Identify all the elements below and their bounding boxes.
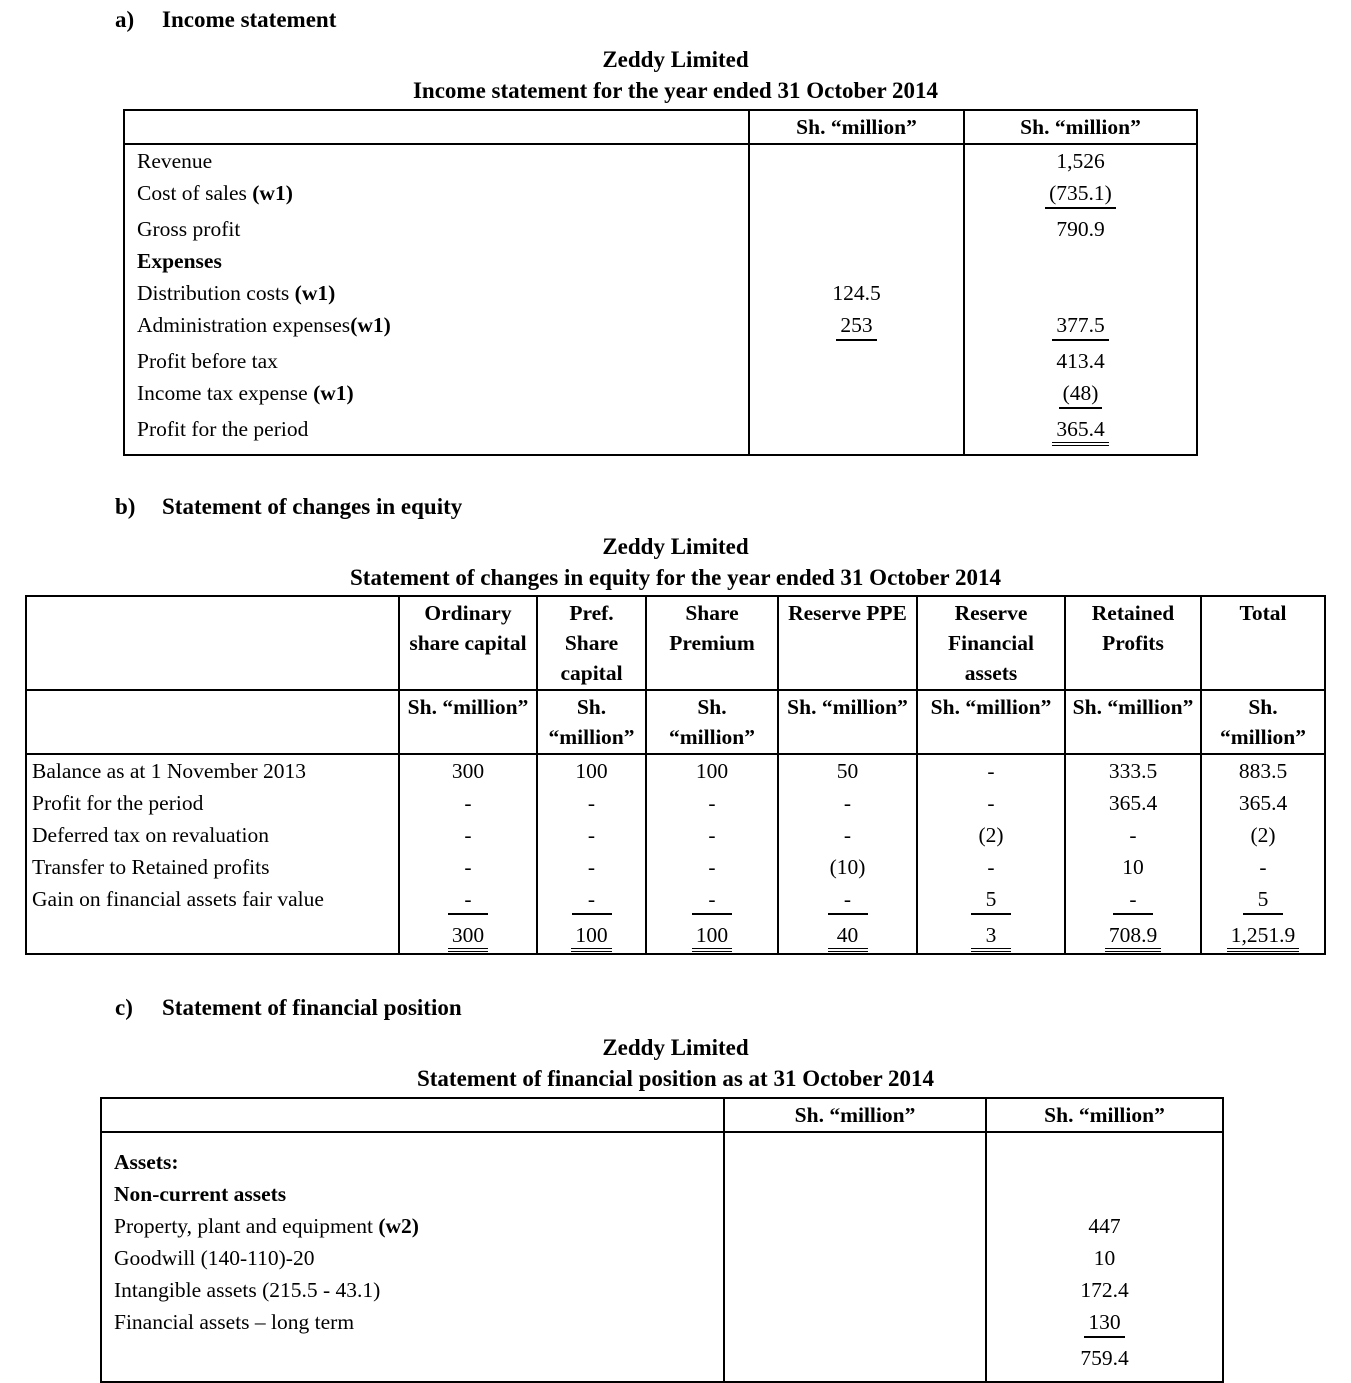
empty-header-cell	[26, 690, 399, 754]
cell: -	[778, 883, 917, 919]
table-row	[101, 1132, 1223, 1178]
table-row	[26, 754, 1325, 787]
row-label: Property, plant and equipment (w2)	[114, 1214, 419, 1238]
equity-subtitle: Statement of changes in equity for the year ended 31 October 2014	[350, 565, 1001, 590]
row-label: Profit for the period	[32, 791, 204, 815]
cell-col2: 790.9	[964, 213, 1197, 245]
equity-company-title: Zeddy Limited	[602, 534, 749, 559]
row-label: Transfer to Retained profits	[32, 855, 270, 879]
col-header-pref-share-capital: Pref. Share capital	[537, 596, 646, 690]
row-label: Administration expenses(w1)	[137, 313, 391, 337]
row-label	[101, 1342, 724, 1382]
cell: -	[1065, 819, 1201, 851]
table-row	[26, 851, 1325, 883]
section-b-marker: b)	[115, 494, 136, 519]
col1-unit-header: Sh. “million”	[724, 1098, 986, 1132]
unit-header: Sh. “million”	[917, 690, 1065, 754]
cell-col1	[724, 1342, 986, 1382]
row-label: Deferred tax on revaluation	[32, 823, 269, 847]
cell: (2)	[917, 819, 1065, 851]
section-a-marker: a)	[115, 7, 135, 32]
cell-col2	[986, 1132, 1223, 1178]
table-row	[124, 245, 1197, 277]
row-label: Gross profit	[137, 217, 241, 241]
row-label: Cost of sales (w1)	[137, 181, 293, 205]
row-label: Intangible assets (215.5 - 43.1)	[114, 1278, 381, 1302]
table-row	[124, 377, 1197, 413]
row-label: Distribution costs (w1)	[137, 281, 336, 305]
cell: 10	[1065, 851, 1201, 883]
cell-col1	[724, 1210, 986, 1242]
cell-col1	[724, 1178, 986, 1210]
cell: -	[646, 883, 778, 919]
col-header-retained-profits: Retained Profits	[1065, 596, 1201, 690]
table-row	[124, 309, 1197, 345]
cell: 300	[399, 754, 537, 787]
cell-col1	[724, 1306, 986, 1342]
row-label: Assets:	[114, 1150, 179, 1174]
cell-total: 1,251.9	[1201, 919, 1325, 954]
cell: 5	[917, 883, 1065, 919]
cell-col1	[749, 213, 964, 245]
cell: -	[646, 851, 778, 883]
table-row	[124, 144, 1197, 177]
cell: 100	[537, 754, 646, 787]
cell: 333.5	[1065, 754, 1201, 787]
col1-unit-header: Sh. “million”	[749, 110, 964, 144]
cell-col2: 413.4	[964, 345, 1197, 377]
cell-col2: (735.1)	[964, 177, 1197, 213]
section-c-heading-text: Statement of financial position	[162, 995, 462, 1020]
cell: (10)	[778, 851, 917, 883]
cell-col2: 759.4	[986, 1342, 1223, 1382]
col-header-total: Total	[1201, 596, 1325, 690]
cell: (2)	[1201, 819, 1325, 851]
row-label: Revenue	[137, 149, 213, 173]
cell-col1: 253	[749, 309, 964, 345]
income-statement-table	[123, 109, 1198, 456]
row-label	[26, 919, 399, 954]
cell-col2	[964, 277, 1197, 309]
equity-table	[25, 595, 1326, 955]
cell-col2: 172.4	[986, 1274, 1223, 1306]
cell-col2: 365.4	[964, 413, 1197, 455]
financial-position-table	[100, 1097, 1224, 1383]
table-row	[101, 1210, 1223, 1242]
cell: -	[399, 787, 537, 819]
section-c-marker: c)	[115, 995, 133, 1020]
row-label: Expenses	[137, 249, 222, 273]
table-row	[101, 1274, 1223, 1306]
table-row	[124, 345, 1197, 377]
section-a-heading	[115, 5, 1351, 35]
row-label: Non-current assets	[114, 1182, 287, 1206]
cell: -	[917, 851, 1065, 883]
cell-total: 3	[917, 919, 1065, 954]
cell: -	[917, 787, 1065, 819]
table-row	[26, 819, 1325, 851]
section-a-heading-text: Income statement	[162, 7, 337, 32]
cell: 365.4	[1201, 787, 1325, 819]
sofp-company-title: Zeddy Limited	[602, 1035, 749, 1060]
empty-header-cell	[26, 596, 399, 690]
cell: -	[778, 819, 917, 851]
section-b-heading	[115, 492, 1351, 522]
cell-col2: 447	[986, 1210, 1223, 1242]
cell: -	[399, 851, 537, 883]
unit-header: Sh. “million”	[778, 690, 917, 754]
table-row	[101, 1342, 1223, 1382]
col2-unit-header: Sh. “million”	[964, 110, 1197, 144]
sofp-subtitle: Statement of financial position as at 31 October 2014	[416, 1066, 935, 1091]
cell: -	[646, 787, 778, 819]
section-c-heading	[115, 993, 1351, 1023]
table-row-totals	[26, 919, 1325, 954]
table-row	[101, 1242, 1223, 1274]
cell: -	[1201, 851, 1325, 883]
cell: -	[646, 819, 778, 851]
cell: -	[537, 883, 646, 919]
cell-col2	[986, 1178, 1223, 1210]
row-label: Profit for the period	[137, 417, 309, 441]
cell: 883.5	[1201, 754, 1325, 787]
cell: -	[537, 787, 646, 819]
empty-header-cell	[124, 110, 749, 144]
header-row	[26, 596, 1325, 690]
cell-col1	[749, 177, 964, 213]
cell: -	[399, 883, 537, 919]
cell-col1	[749, 377, 964, 413]
col-header-share-premium: Share Premium	[646, 596, 778, 690]
col-header-reserve-financial-assets: Reserve Financial assets	[917, 596, 1065, 690]
table-row	[101, 1306, 1223, 1342]
cell: -	[537, 851, 646, 883]
cell-total: 100	[537, 919, 646, 954]
cell: -	[917, 754, 1065, 787]
col-header-reserve-ppe: Reserve PPE	[778, 596, 917, 690]
unit-header-row	[26, 690, 1325, 754]
cell-col2: 130	[986, 1306, 1223, 1342]
table-row	[26, 787, 1325, 819]
cell-col2: 377.5	[964, 309, 1197, 345]
row-label: Goodwill (140-110)-20	[114, 1246, 315, 1270]
cell-col1	[749, 245, 964, 277]
cell-col1	[749, 144, 964, 177]
cell: -	[778, 787, 917, 819]
unit-header: Sh. “million”	[1065, 690, 1201, 754]
col-header-ordinary-share-capital: Ordinary share capital	[399, 596, 537, 690]
row-label: Balance as at 1 November 2013	[32, 759, 307, 783]
table-row	[26, 883, 1325, 919]
row-label: Financial assets – long term	[114, 1310, 355, 1334]
cell: -	[537, 819, 646, 851]
section-b-heading-text: Statement of changes in equity	[162, 494, 463, 519]
header-row	[124, 110, 1197, 144]
table-row	[101, 1178, 1223, 1210]
cell: 50	[778, 754, 917, 787]
cell: 100	[646, 754, 778, 787]
cell-col2: 10	[986, 1242, 1223, 1274]
col2-unit-header: Sh. “million”	[986, 1098, 1223, 1132]
income-statement-subtitle: Income statement for the year ended 31 October 2014	[412, 78, 939, 103]
cell-col1	[749, 413, 964, 455]
cell: 365.4	[1065, 787, 1201, 819]
cell-total: 100	[646, 919, 778, 954]
cell-col1	[724, 1274, 986, 1306]
row-label: Gain on financial assets fair value	[32, 887, 324, 911]
cell-col1	[749, 345, 964, 377]
cell: -	[1065, 883, 1201, 919]
unit-header: Sh. “million”	[537, 690, 646, 754]
cell-col1	[724, 1132, 986, 1178]
table-row	[124, 213, 1197, 245]
header-row	[101, 1098, 1223, 1132]
table-row	[124, 413, 1197, 455]
cell-total: 708.9	[1065, 919, 1201, 954]
row-label: Income tax expense (w1)	[137, 381, 354, 405]
cell-col1	[724, 1242, 986, 1274]
table-row	[124, 177, 1197, 213]
cell: -	[399, 819, 537, 851]
cell-total: 300	[399, 919, 537, 954]
unit-header: Sh. “million”	[646, 690, 778, 754]
income-statement-company-title: Zeddy Limited	[602, 47, 749, 72]
empty-header-cell	[101, 1098, 724, 1132]
cell-total: 40	[778, 919, 917, 954]
cell-col2: 1,526	[964, 144, 1197, 177]
cell-col2: (48)	[964, 377, 1197, 413]
table-row	[124, 277, 1197, 309]
cell-col1: 124.5	[749, 277, 964, 309]
unit-header: Sh. “million”	[399, 690, 537, 754]
cell-col2	[964, 245, 1197, 277]
cell: 5	[1201, 883, 1325, 919]
unit-header: Sh. “million”	[1201, 690, 1325, 754]
row-label: Profit before tax	[137, 349, 278, 373]
